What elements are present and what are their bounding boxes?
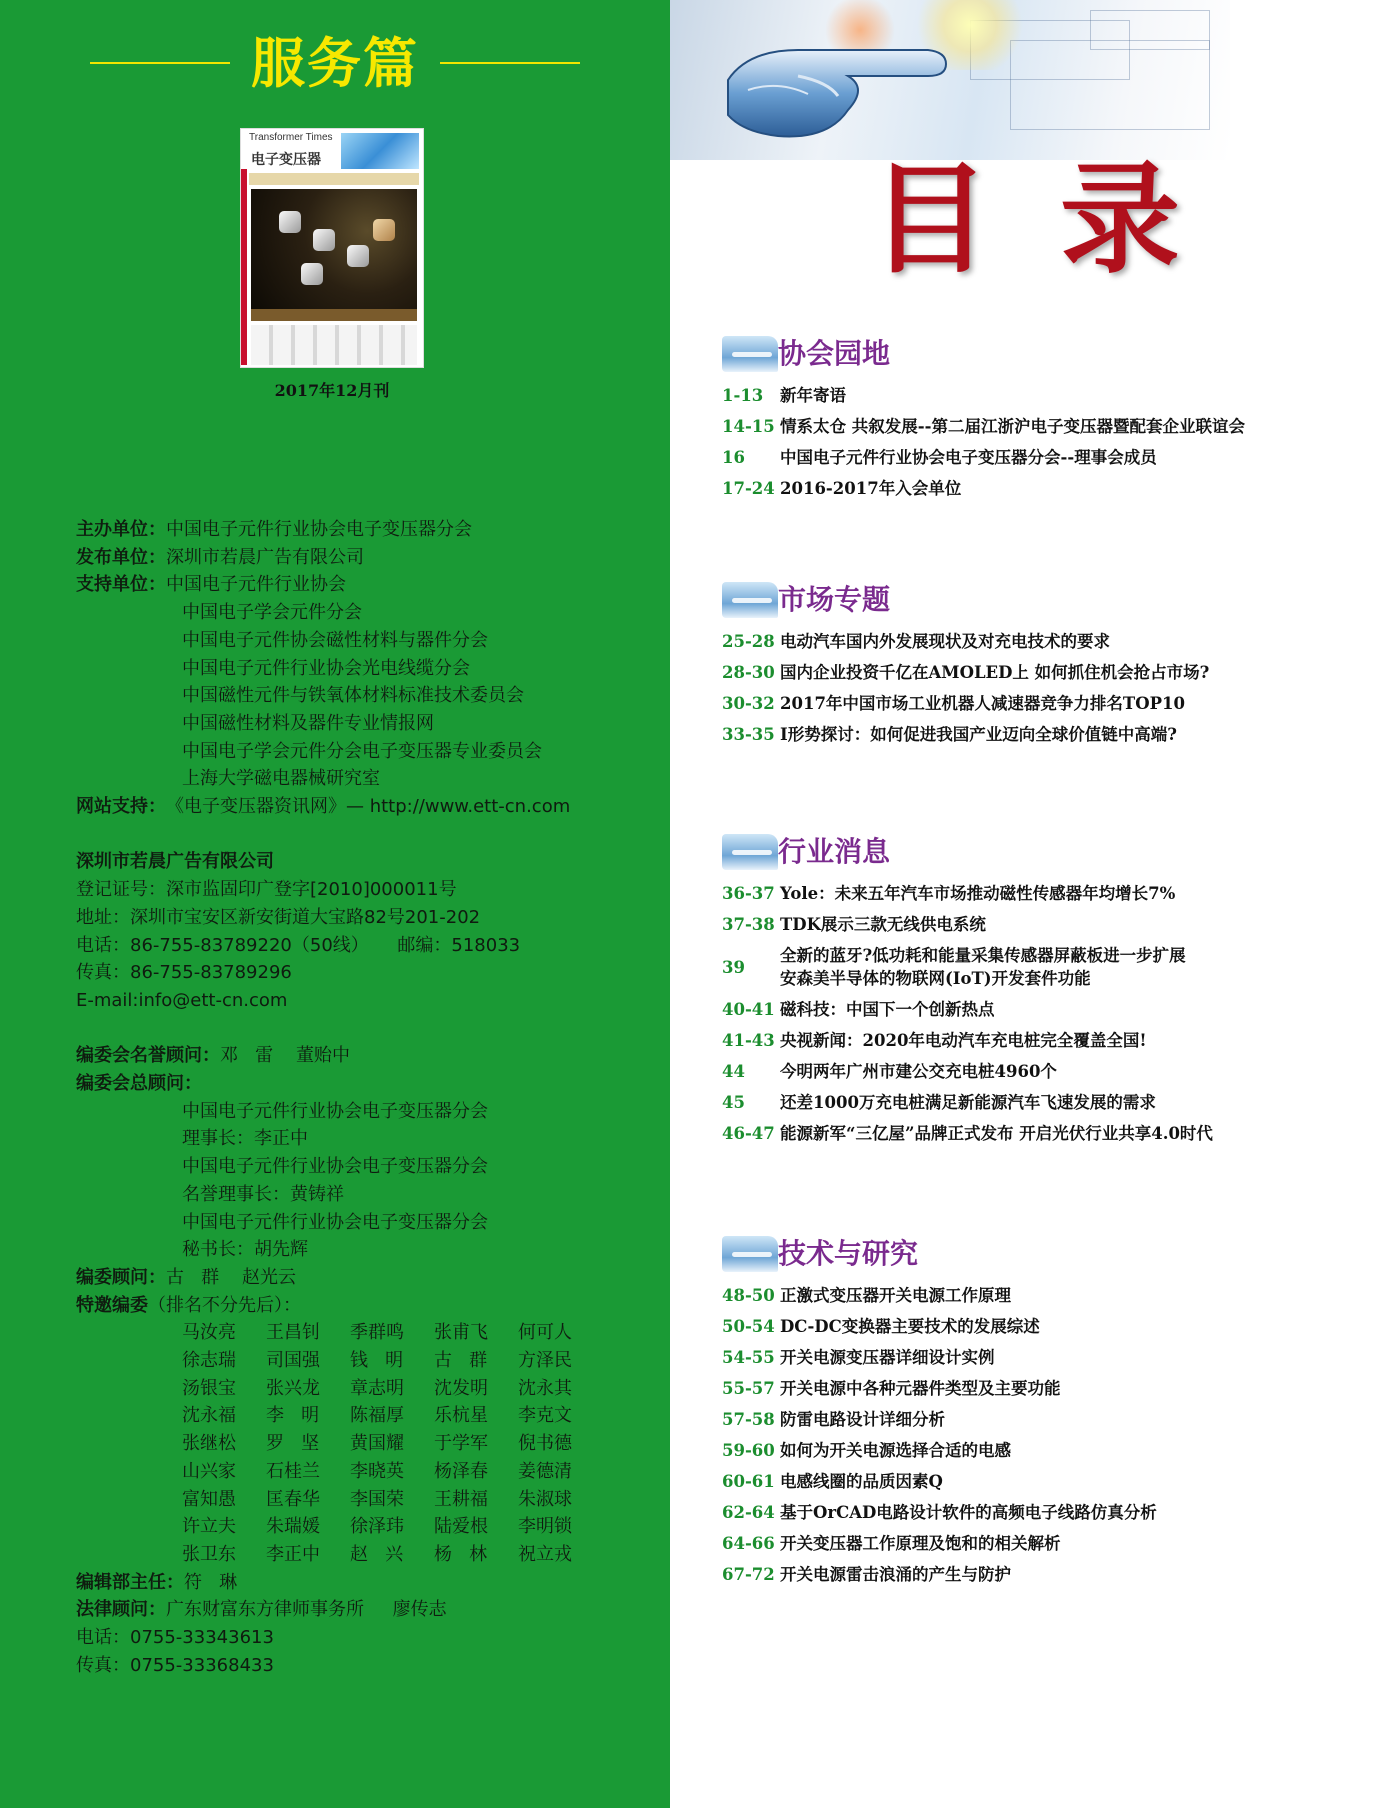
- toc-entry[interactable]: [722, 1342, 1342, 1373]
- editor-name: 马汝亮: [182, 1322, 236, 1344]
- company-line: 传真：86-755-83789296: [76, 962, 292, 984]
- entry-title: 2016-2017年入会单位: [780, 479, 962, 498]
- value: 古 群 赵光云: [166, 1266, 297, 1288]
- page-range: 64-66: [722, 1534, 775, 1553]
- honorary-advisor-row: [76, 1042, 666, 1070]
- page-range: 1-13: [722, 386, 764, 405]
- entry-title: 国内企业投资千亿在AMOLED上 如何抓住机会抢占市场?: [780, 663, 1210, 682]
- editor-name: 李 明: [266, 1405, 320, 1427]
- entry-title: 央视新闻：2020年电动汽车充电桩完全覆盖全国!: [780, 1031, 1147, 1050]
- title-rule-right: [440, 62, 580, 64]
- toc-section: [722, 332, 1342, 504]
- toc-entry[interactable]: [722, 688, 1342, 719]
- page-range: 46-47: [722, 1124, 775, 1143]
- editor-name: 章志明: [350, 1377, 404, 1399]
- page-range: 40-41: [722, 1000, 775, 1019]
- entry-title: 如何为开关电源选择合适的电感: [780, 1441, 1011, 1460]
- cover-component: [301, 263, 323, 285]
- editor-name: 张兴龙: [266, 1377, 320, 1399]
- page-range: 39: [722, 957, 745, 977]
- editor-name: 王昌钊: [266, 1322, 320, 1344]
- toc-entry[interactable]: [722, 442, 1342, 473]
- page-range: 50-54: [722, 1317, 775, 1336]
- editor-name: 李正中: [266, 1543, 320, 1565]
- masthead-info: [76, 516, 666, 1680]
- chief-advisor-line: 中国电子元件行业协会电子变压器分会: [182, 1156, 488, 1178]
- toc-entry[interactable]: [722, 909, 1342, 940]
- chief-advisor-line: 中国电子元件行业协会电子变压器分会: [182, 1211, 488, 1233]
- publisher-row: [76, 544, 666, 572]
- editor-name: 匡春华: [266, 1488, 320, 1510]
- entry-title: 开关变压器工作原理及饱和的相关解析: [780, 1534, 1061, 1553]
- value: 邓 雷 董贻中: [220, 1045, 351, 1067]
- support-unit: 上海大学磁电器械研究室: [182, 768, 380, 790]
- support-unit: 中国电子元件协会磁性材料与器件分会: [182, 629, 488, 651]
- entry-title: 全新的蓝牙?低功耗和能量采集传感器屏蔽板进一步扩展: [780, 946, 1186, 965]
- editor-name: 富知愚: [182, 1488, 236, 1510]
- company-name: 深圳市若晨广告有限公司: [76, 851, 274, 873]
- editor-name: 李克文: [518, 1405, 572, 1427]
- entry-title: 能源新军“三亿屋”品牌正式发布 开启光伏行业共享4.0时代: [780, 1124, 1213, 1143]
- entry-title: 磁科技：中国下一个创新热点: [780, 1000, 995, 1019]
- page-range: 44: [722, 1062, 745, 1081]
- page-range: 45: [722, 1093, 745, 1112]
- editor-name: 朱瑞媛: [266, 1516, 320, 1538]
- page-range: 55-57: [722, 1379, 775, 1398]
- cover-component: [313, 229, 335, 251]
- editor-name: 司国强: [266, 1350, 320, 1372]
- label: 发布单位：: [76, 546, 166, 568]
- legal-row: [76, 1596, 666, 1624]
- toc-entry[interactable]: [722, 626, 1342, 657]
- toc-entry[interactable]: [722, 380, 1342, 411]
- section-header: [722, 1232, 1342, 1276]
- page-range: 60-61: [722, 1472, 775, 1491]
- editor-name: 张甫飞: [434, 1322, 488, 1344]
- editor-name: 许立夫: [182, 1516, 236, 1538]
- editor-name: 何可人: [518, 1322, 572, 1344]
- editor-name: 倪书德: [518, 1433, 572, 1455]
- editor-name: 张卫东: [182, 1543, 236, 1565]
- section-header: [722, 578, 1342, 622]
- website-row: [76, 793, 666, 821]
- page-range: 59-60: [722, 1441, 775, 1460]
- toc-entry[interactable]: [722, 1497, 1342, 1528]
- toc-entry[interactable]: [722, 878, 1342, 909]
- page-range: 57-58: [722, 1410, 775, 1429]
- editor-name: 山兴家: [182, 1460, 236, 1482]
- phone-line: 电话：0755-33343613: [76, 1627, 274, 1649]
- chief-advisor-line: 名誉理事长：黄铸祥: [182, 1183, 344, 1205]
- publisher-row: [76, 516, 666, 544]
- section-title: 协会园地: [778, 337, 891, 370]
- toc-entry[interactable]: [722, 657, 1342, 688]
- toc-entry[interactable]: [722, 473, 1342, 504]
- toc-entry[interactable]: [722, 1528, 1342, 1559]
- left-title: 服务篇: [251, 31, 419, 95]
- editor-name: 沈永其: [518, 1377, 572, 1399]
- entry-title-line2: 安森美半导体的物联网(IoT)开发套件功能: [780, 969, 1091, 988]
- left-panel: [0, 0, 670, 1808]
- toc-entry[interactable]: [722, 1025, 1342, 1056]
- editor-name: 古 群: [434, 1350, 488, 1372]
- support-unit: 中国电子学会元件分会: [182, 602, 362, 624]
- page-range: 28-30: [722, 663, 775, 682]
- editor-name: 祝立戎: [518, 1543, 572, 1565]
- entry-title: TDK展示三款无线供电系统: [780, 915, 986, 934]
- page-range: 41-43: [722, 1031, 775, 1050]
- editor-name: 李国荣: [350, 1488, 404, 1510]
- editor-name: 陆爱根: [434, 1516, 488, 1538]
- editor-name: 黄国耀: [350, 1433, 404, 1455]
- editor-name: 方泽民: [518, 1350, 572, 1372]
- toc-title: 目录: [870, 149, 1250, 290]
- entry-title: 正激式变压器开关电源工作原理: [780, 1286, 1011, 1305]
- editor-name: 沈永福: [182, 1405, 236, 1427]
- label: 主办单位：: [76, 519, 166, 540]
- editor-name: 钱 明: [350, 1350, 404, 1372]
- toc-entry[interactable]: [722, 1373, 1342, 1404]
- page-range: 25-28: [722, 632, 775, 651]
- toc-section: [722, 1232, 1342, 1590]
- support-unit: 中国电子元件行业协会光电线缆分会: [182, 657, 470, 679]
- cover-bar: [251, 309, 417, 321]
- editor-name: 于学军: [434, 1433, 488, 1455]
- cover-photo: [251, 189, 417, 309]
- page-range: 54-55: [722, 1348, 775, 1367]
- special-editors-grid: [76, 1319, 666, 1568]
- entry-title-block: [780, 944, 1186, 990]
- editor-name: 王耕福: [434, 1488, 488, 1510]
- page-range: 36-37: [722, 884, 775, 903]
- toc-entry[interactable]: [722, 1466, 1342, 1497]
- entry-title: 情系太仓 共叙发展--第二届江浙沪电子变压器暨配套企业联谊会: [780, 417, 1245, 436]
- chief-advisor-label: 编委会总顾问：: [76, 1073, 202, 1095]
- cover-bottom-ads: [251, 325, 417, 365]
- company-line: 登记证号：深市监固印广登字[2010]000011号: [76, 879, 457, 901]
- entry-title: 2017年中国市场工业机器人减速器竞争力排名TOP10: [780, 694, 1185, 713]
- entry-title: 开关电源雷击浪涌的产生与防护: [780, 1565, 1011, 1584]
- editor-name: 石桂兰: [266, 1460, 320, 1482]
- company-line: 地址：深圳市宝安区新安街道大宝路82号201-202: [76, 906, 481, 928]
- pointing-hand-icon: [718, 10, 958, 150]
- title-rule-left: [90, 62, 230, 64]
- company-line: 电话：86-755-83789220（50线） 邮编：518033: [76, 934, 521, 956]
- editor-name: 赵 兴: [350, 1543, 404, 1565]
- editor-name: 罗 坚: [266, 1433, 320, 1455]
- label: 支持单位：: [76, 574, 166, 596]
- label: 网站支持：: [76, 796, 166, 818]
- editor-name: 陈福厚: [350, 1405, 404, 1427]
- section-title: 市场专题: [778, 583, 891, 616]
- toc-entry[interactable]: [722, 1435, 1342, 1466]
- toc-entry[interactable]: [722, 719, 1342, 750]
- page-range: 17-24: [722, 479, 775, 498]
- issue-date: 2017年12月刊: [274, 381, 390, 400]
- editor-name: 朱淑球: [518, 1488, 572, 1510]
- publisher-row: [76, 571, 666, 599]
- entry-title: 中国电子元件行业协会电子变压器分会--理事会成员: [780, 448, 1157, 467]
- special-editors-label-row: [76, 1292, 666, 1320]
- section-arrow-icon: [722, 1236, 778, 1272]
- toc-entry[interactable]: [722, 940, 1342, 994]
- cover-component: [279, 211, 301, 233]
- page-range: 16: [722, 448, 745, 467]
- toc-entry[interactable]: [722, 1056, 1342, 1087]
- editor-name: 徐泽玮: [350, 1516, 404, 1538]
- chief-advisor-line: 理事长：李正中: [182, 1128, 308, 1150]
- section-arrow-icon: [722, 834, 778, 870]
- page-range: 62-64: [722, 1503, 775, 1522]
- entry-title: DC-DC变换器主要技术的发展综述: [780, 1317, 1040, 1336]
- page-range: 37-38: [722, 915, 775, 934]
- editor-name: 沈发明: [434, 1377, 488, 1399]
- cover-brand-en: Transformer Times: [249, 132, 333, 143]
- value: 广东财富东方律师事务所 廖传志: [166, 1599, 447, 1621]
- website-link[interactable]: 《电子变压器资讯网》— http://www.ett-cn.com: [166, 796, 571, 818]
- value: 符 琳: [184, 1571, 238, 1593]
- advisors-row: [76, 1264, 666, 1292]
- cover-brand-cn: 电子变压器: [251, 152, 321, 168]
- fax-line: 传真：0755-33368433: [76, 1654, 274, 1676]
- cover-component: [373, 219, 395, 241]
- label: 编委会名誉顾问：: [76, 1045, 220, 1067]
- support-unit: 中国磁性元件与铁氧体材料标准技术委员会: [182, 685, 524, 707]
- toc-entry[interactable]: [722, 1311, 1342, 1342]
- chief-advisor-line: 中国电子元件行业协会电子变压器分会: [182, 1100, 488, 1122]
- editor-name: 杨 林: [434, 1543, 488, 1565]
- page-range: 33-35: [722, 725, 775, 744]
- entry-title: 开关电源中各种元器件类型及主要功能: [780, 1379, 1061, 1398]
- label: 特邀编委: [76, 1294, 148, 1316]
- section-title: 技术与研究: [778, 1237, 919, 1270]
- section-arrow-icon: [722, 582, 778, 618]
- left-title-block: [90, 28, 580, 98]
- entry-title: 还差1000万充电桩满足新能源汽车飞速发展的需求: [780, 1093, 1156, 1112]
- cover-strip: [249, 173, 419, 185]
- section-header: [722, 830, 1342, 874]
- toc-section: [722, 830, 1342, 1149]
- editor-name: 汤银宝: [182, 1377, 236, 1399]
- page-range: 30-32: [722, 694, 775, 713]
- page-range: 67-72: [722, 1565, 775, 1584]
- entry-title: 基于OrCAD电路设计软件的高频电子线路仿真分析: [780, 1503, 1157, 1522]
- value: 中国电子元件行业协会: [166, 574, 346, 596]
- toc-entry[interactable]: [722, 1404, 1342, 1435]
- editor-name: 徐志瑞: [182, 1350, 236, 1372]
- editor-name: 杨泽春: [434, 1460, 488, 1482]
- note: （排名不分先后）：: [148, 1294, 301, 1316]
- company-email[interactable]: E-mail:info@ett-cn.com: [76, 989, 288, 1011]
- section-arrow-icon: [722, 336, 778, 372]
- editor-name: 姜德清: [518, 1460, 572, 1482]
- toc-entry[interactable]: [722, 994, 1342, 1025]
- entry-title: 电感线圈的品质因素Q: [780, 1472, 943, 1491]
- editor-name: 乐杭星: [434, 1405, 488, 1427]
- editor-name: 季群鸣: [350, 1322, 404, 1344]
- toc-entry[interactable]: [722, 1087, 1342, 1118]
- magazine-cover-image: [240, 128, 424, 368]
- value: 中国电子元件行业协会电子变压器分会: [166, 519, 472, 540]
- editor-name: 李晓英: [350, 1460, 404, 1482]
- entry-title: Yole：未来五年汽车市场推动磁性传感器年均增长7%: [780, 884, 1176, 903]
- entry-title: 防雷电路设计详细分析: [780, 1410, 945, 1429]
- editor-name: 张继松: [182, 1433, 236, 1455]
- toc-entry[interactable]: [722, 411, 1342, 442]
- entry-title: 新年寄语: [780, 386, 846, 405]
- chief-advisor-line: 秘书长：胡先辉: [182, 1239, 308, 1261]
- label: 编辑部主任：: [76, 1571, 184, 1593]
- entry-title: 今明两年广州市建公交充电桩4960个: [780, 1062, 1057, 1081]
- section-title: 行业消息: [778, 835, 891, 868]
- entry-title: 开关电源变压器详细设计实例: [780, 1348, 995, 1367]
- toc-entry[interactable]: [722, 1118, 1342, 1149]
- entry-title: I形势探讨：如何促进我国产业迈向全球价值链中高端?: [780, 725, 1177, 744]
- label: 编委顾问：: [76, 1266, 166, 1288]
- toc-entry[interactable]: [722, 1559, 1342, 1590]
- entry-title: 电动汽车国内外发展现状及对充电技术的要求: [780, 632, 1110, 651]
- support-unit: 中国磁性材料及器件专业情报网: [182, 712, 434, 734]
- editor-row: [76, 1569, 666, 1597]
- cover-spine: [241, 169, 247, 365]
- editor-name: 李明锁: [518, 1516, 572, 1538]
- toc-section: [722, 578, 1342, 750]
- header-banner-image: [670, 0, 1230, 160]
- section-header: [722, 332, 1342, 376]
- cover-component: [347, 245, 369, 267]
- page-range: 14-15: [722, 417, 775, 436]
- label: 法律顾问：: [76, 1599, 166, 1621]
- support-unit: 中国电子学会元件分会电子变压器专业委员会: [182, 740, 542, 762]
- value: 深圳市若晨广告有限公司: [166, 546, 364, 568]
- toc-entry[interactable]: [722, 1280, 1342, 1311]
- page-range: 48-50: [722, 1286, 775, 1305]
- cover-ad-block: [341, 133, 419, 169]
